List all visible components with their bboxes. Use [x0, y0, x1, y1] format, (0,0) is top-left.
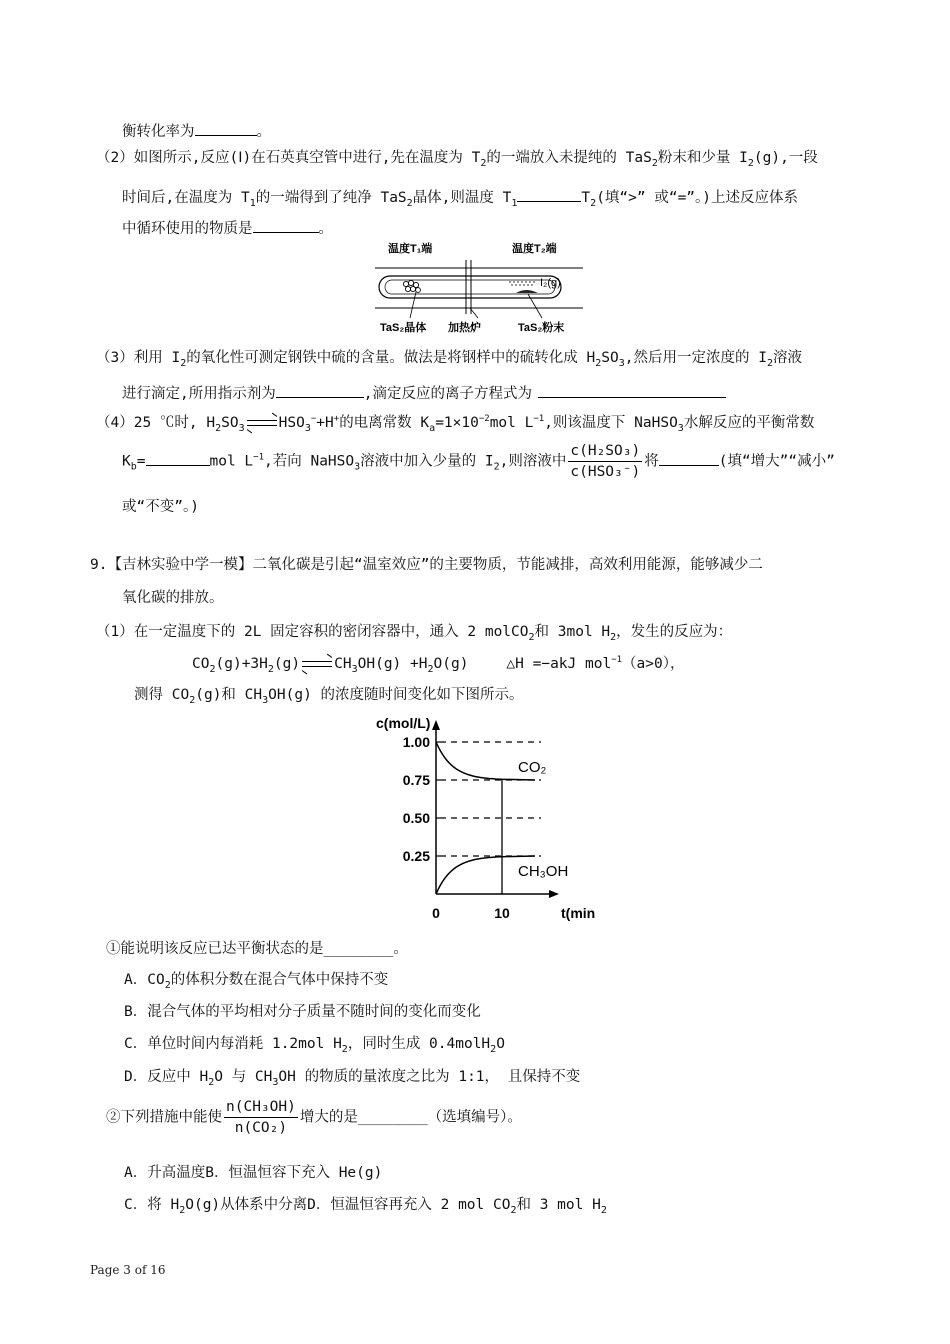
text: mol L: [489, 415, 534, 431]
concentration-time-chart: [340, 712, 610, 928]
text: 进行滴定,所用指示剂为: [122, 386, 276, 402]
ratio-fraction: [568, 444, 642, 479]
text: △H =−akJ mol: [506, 656, 612, 672]
q9-sub2-question: [106, 1100, 522, 1135]
q9-p1-line1: [96, 624, 733, 643]
text: +H: [316, 415, 334, 431]
text: 二氧化碳是引起“温室效应”的主要物质，节能减排，高效利用能源，能够减少二: [252, 557, 763, 573]
text: (填“>” 或“=”。)上述反应体系: [596, 190, 799, 206]
text: ，发生的反应为：: [616, 624, 733, 640]
q9-sub1-option-d: [124, 1069, 581, 1088]
sub: a: [429, 423, 436, 434]
text: ,若向 NaHSO: [264, 453, 355, 470]
text: 水解反应的平衡常数: [683, 415, 815, 431]
text: K: [122, 453, 131, 470]
sub: 2: [341, 1044, 348, 1055]
ratio-fraction: [224, 1100, 298, 1135]
sub: 2: [528, 632, 535, 643]
text: OH 的物质的量浓度之比为 1:1， 且保持不变: [278, 1069, 581, 1085]
y-tick-label: 0.75: [402, 772, 430, 788]
x-tick-label: 0: [432, 905, 440, 921]
sub: 2: [179, 1205, 186, 1216]
q8-p4-line1: [96, 414, 815, 434]
sub: 3: [238, 423, 245, 434]
sub: 2: [189, 695, 196, 706]
q9-sub1-option-a: [124, 972, 389, 991]
text: 或“不变”。): [122, 499, 199, 515]
text: A．CO: [124, 972, 165, 988]
q8-p2-line2: [122, 186, 799, 209]
page-footer: Page 3 of 16: [90, 1263, 166, 1277]
answer-blank[interactable]: [517, 186, 581, 202]
sub: 2: [180, 358, 187, 369]
text: C．将 H: [124, 1197, 180, 1213]
series-label: CH₃OH: [518, 863, 569, 880]
fraction-denominator: c(HSO₃⁻): [570, 463, 641, 480]
text: (g): [273, 656, 301, 672]
sub: 3: [272, 1077, 279, 1088]
text: =1×10: [435, 415, 479, 431]
label-tas2-powder: TaS₂粉末: [518, 322, 565, 334]
sub: 1: [511, 198, 518, 209]
answer-blank[interactable]: [659, 450, 719, 466]
q9-sub2-options-ab: [124, 1166, 382, 1181]
y-axis-label: c(mol/L): [376, 715, 431, 731]
q8-line0: [122, 120, 271, 140]
y-axis-arrow-icon: [432, 720, 440, 730]
label-t1-end: 温度T₁端: [388, 243, 433, 255]
fraction-numerator: n(CH₃OH): [224, 1100, 298, 1118]
sub: 2: [406, 198, 413, 209]
tas2-powder-icon: [516, 290, 538, 293]
text: 和 3 mol H: [516, 1197, 601, 1213]
sup: −1: [533, 414, 545, 424]
text: mol L: [209, 453, 254, 470]
text: ,则该温度下 NaHSO: [544, 415, 678, 431]
q8-p2-line1: [96, 150, 818, 169]
sub: 2: [215, 423, 222, 434]
sub: 3: [618, 358, 625, 369]
text: CH: [334, 656, 352, 672]
q8-p4-line3: [122, 500, 199, 515]
text: （3）利用 I: [96, 350, 181, 366]
text: D．反应中 H: [124, 1069, 209, 1085]
q9-title-line1: [90, 558, 763, 573]
sub: 2: [490, 1044, 497, 1055]
text: 的电离常数 K: [339, 415, 430, 431]
text: 。: [256, 124, 271, 140]
sub: 2: [651, 158, 658, 169]
text: （a>0），: [622, 656, 685, 672]
text: O(g)从体系中分离D．恒温恒容再充入 2 mol CO: [185, 1197, 511, 1213]
q9-sub2-options-cd: [124, 1197, 607, 1216]
sub: 2: [610, 632, 617, 643]
x-tick-label: 10: [494, 905, 510, 921]
text: 时间后,在温度为 T: [122, 190, 250, 206]
q9-sub1-option-c: [124, 1036, 505, 1055]
y-tick-label: 0.25: [402, 848, 430, 864]
text: 的一端放入未提纯的 TaS: [486, 150, 652, 166]
sub: 3: [677, 423, 684, 434]
series-label: CO₂: [518, 759, 547, 776]
sub: 2: [427, 664, 434, 675]
label-t2-end: 温度T₂端: [512, 243, 557, 255]
q9-title-line2: [122, 591, 224, 606]
label-furnace: 加热炉: [448, 322, 481, 334]
text: (填“增大”“减小”: [718, 453, 835, 470]
label-tas2-crystal: TaS₂晶体: [380, 322, 427, 334]
q8-p2-line3: [122, 217, 333, 237]
text: 的氧化性可测定钢铁中硫的含量。做法是将钢样中的硫转化成 H: [186, 350, 596, 366]
text: O 与 CH: [214, 1069, 273, 1085]
q8-p4-line2: [122, 444, 835, 479]
q8-p3-line2: [122, 382, 726, 402]
text: ,然后用一定浓度的 I: [624, 350, 767, 366]
text: 粉末和少量 I: [657, 150, 748, 166]
tas2-crystal-icon: [403, 280, 420, 292]
sup: −2: [478, 414, 490, 424]
text: O: [496, 1036, 505, 1052]
sub: 2: [510, 1205, 517, 1216]
fraction-numerator: c(H₂SO₃): [568, 444, 642, 462]
sup: +: [333, 414, 340, 424]
sub: 2: [267, 664, 274, 675]
answer-blank[interactable]: [538, 382, 726, 398]
sub: 3: [262, 695, 269, 706]
sub: 2: [480, 158, 487, 169]
sub: 2: [747, 158, 754, 169]
text: 增大的是________（选填编号）。: [299, 1109, 522, 1126]
sub: 3: [354, 461, 361, 473]
equilibrium-arrow-icon: [247, 418, 277, 428]
text: A．升高温度B．恒温恒容下充入 He(g): [124, 1165, 383, 1181]
q9-equation: [192, 655, 685, 675]
sub: 2: [595, 358, 602, 369]
q9-p1-line3: [134, 687, 524, 706]
text: 氧化碳的排放。: [122, 590, 224, 606]
text: ,滴定反应的离子方程式为: [363, 386, 532, 402]
sub: b: [130, 461, 137, 473]
text: 的一端得到了纯净 TaS: [255, 190, 407, 206]
text: 晶体,则温度 T: [412, 190, 512, 206]
text: =: [136, 453, 146, 470]
sub: 2: [493, 461, 500, 473]
i2-gas-dots: [509, 281, 534, 285]
text: 中循环使用的物质是: [122, 221, 253, 237]
sub: 3: [304, 423, 311, 434]
text: 衡转化率为: [122, 124, 195, 140]
text: （4）25 ℃时, H: [96, 415, 216, 431]
answer-blank[interactable]: [146, 450, 210, 466]
text: ②下列措施中能使: [106, 1109, 222, 1126]
text: C．单位时间内每消耗 1.2mol H: [124, 1036, 342, 1052]
sub: 2: [164, 980, 171, 991]
sub: 2: [766, 358, 773, 369]
text: 将: [644, 453, 659, 470]
sub: 2: [209, 664, 216, 675]
text: HSO: [278, 415, 305, 431]
y-tick-label: 0.50: [402, 810, 430, 826]
text: (g),一段: [753, 150, 818, 166]
fraction-denominator: n(CO₂): [234, 1119, 288, 1136]
q8-p3-line1: [96, 350, 802, 369]
answer-blank[interactable]: [276, 382, 364, 398]
sup: −1: [611, 655, 623, 665]
equilibrium-arrow-icon: [302, 659, 332, 669]
text: ①能说明该反应已达平衡状态的是________。: [106, 941, 408, 957]
x-axis-label: t(min: [561, 905, 596, 921]
text: 溶液: [772, 350, 802, 366]
text: 和 3mol H: [534, 624, 611, 640]
q9-sub1-question: [106, 942, 408, 957]
text: （2）如图所示,反应(Ⅰ)在石英真空管中进行,先在温度为 T: [96, 150, 481, 166]
text: O(g): [433, 656, 469, 672]
text: T: [581, 190, 591, 206]
question-number: 9.【吉林实验中学一模】: [90, 557, 253, 573]
text: ，同时生成 0.4molH: [347, 1036, 491, 1052]
x-axis-arrow-icon: [549, 890, 559, 898]
text: CO: [192, 656, 210, 672]
sub: 2: [600, 1205, 607, 1216]
text: 溶液中加入少量的 I: [360, 453, 494, 470]
text: (g)+3H: [215, 656, 268, 672]
text: （1）在一定温度下的 2L 固定容积的密闭容器中，通入 2 molCO: [96, 624, 529, 640]
label-i2-gas: I₂(g): [540, 277, 561, 289]
text: 。: [318, 221, 333, 237]
text: SO: [601, 350, 619, 366]
text: OH(g) 的浓度随时间变化如下图所示。: [268, 687, 524, 703]
sub: 1: [249, 198, 256, 209]
q9-sub1-option-b: [124, 1005, 481, 1020]
sup: −: [310, 414, 317, 424]
text: B．混合气体的平均相对分子质量不随时间的变化而变化: [124, 1004, 481, 1020]
sub: 2: [208, 1077, 215, 1088]
sub: 3: [351, 664, 358, 675]
text: 测得 CO: [134, 687, 190, 703]
y-tick-label: 1.00: [402, 734, 430, 750]
text: SO: [221, 415, 239, 431]
text: (g)和 CH: [195, 687, 263, 703]
text: OH(g) +H: [357, 656, 428, 672]
text: ,则溶液中: [499, 453, 567, 470]
sub: 2: [590, 198, 597, 209]
answer-blank[interactable]: [195, 120, 257, 136]
answer-blank[interactable]: [253, 217, 319, 233]
sup: −1: [253, 452, 264, 463]
quartz-tube-diagram: [370, 238, 585, 336]
text: 的体积分数在混合气体中保持不变: [170, 972, 389, 988]
